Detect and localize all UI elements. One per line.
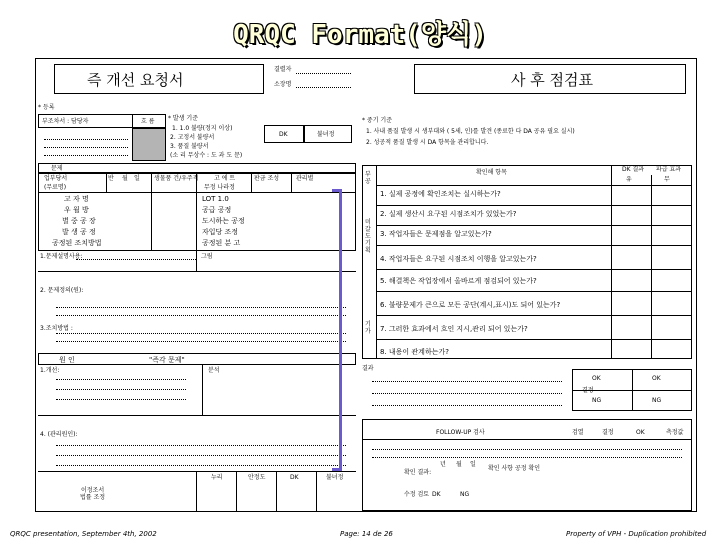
crit-title: * 중기 기준	[362, 117, 392, 124]
hdr-4: 생물품 건/우주직	[154, 175, 199, 182]
follow-label: FOLLOW-UP 검사	[436, 429, 485, 436]
pic-label: 그림	[201, 253, 213, 260]
row1-note-4: (소 리 무상수 : 도 과 도 문)	[170, 152, 243, 159]
row1-flow: 흐 름	[141, 118, 155, 125]
date-y: 년	[440, 461, 446, 468]
hdr2-1: 무정 나라정	[204, 184, 235, 191]
hdr2-0: (무료명)	[44, 184, 67, 191]
f-col-2: OK	[636, 429, 645, 436]
chk-0: OK	[592, 375, 601, 382]
reason-h1: 원 인	[59, 356, 75, 364]
date-m: 월	[456, 461, 462, 468]
right-heading: 사 후 점검표	[511, 71, 593, 89]
hdr-1: 반	[108, 175, 114, 182]
item-3: 발 생 공 정	[62, 228, 96, 236]
bot-col-0: 누리	[211, 474, 223, 481]
tbl-col-3: 무	[664, 176, 670, 183]
dk-label: DK	[279, 131, 288, 138]
footer-page: Page: 14 de 26	[340, 530, 393, 538]
section-mark: * 등록	[38, 104, 55, 111]
sign-label-1: 결렬자	[274, 66, 292, 73]
hdr-7: 관리별	[296, 175, 314, 182]
hdr-6: 판금 조성	[254, 175, 280, 182]
defect-cell	[304, 125, 352, 143]
bot-col-1: 안정도	[248, 474, 266, 481]
item-r-3: 자입당 조정	[202, 228, 239, 236]
tbl-col-0: DK 결과	[622, 166, 645, 173]
footer-right: Property of VPH - Duplication prohibited	[566, 530, 707, 538]
right-heading-box	[414, 64, 686, 94]
flow-arrow	[332, 189, 344, 471]
check-row-1: 1. 실제 공정에 확인조치는 실시하는가?	[380, 190, 501, 198]
left-heading-box	[54, 64, 264, 94]
date-r: 확인 사항 공정 확인	[488, 465, 541, 472]
side-1: 부 공	[365, 171, 371, 185]
form-sheet	[35, 58, 697, 512]
crit-2: 2. 성공적 품질 발생 시 DA 항목을 관리합니다.	[366, 139, 489, 146]
hdr-3: 일	[134, 175, 140, 182]
crit-1: 1. 사내 품질 발생 시 생부대와 ( 5세, 인)를 발견 (종료한 다 DA 공유 필요 실시)	[366, 128, 575, 135]
q1: 1.문제설명사용:	[40, 253, 83, 260]
item-r-0: LOT 1.0	[202, 195, 229, 203]
item-0: 고 자 명	[64, 195, 89, 203]
reason-r: 분석	[208, 367, 220, 374]
defect-label: 불녀정	[317, 131, 335, 138]
sign-label-2: 소장명	[274, 81, 292, 88]
item-4: 공정된 조치방법	[52, 239, 102, 247]
check-row-8: 8. 내용이 관계하는가?	[380, 348, 449, 356]
row1-mid	[132, 114, 166, 128]
item-r-1: 공급 공정	[202, 206, 232, 214]
check-row-7: 7. 그러한 효과에서 흐인 지시,관리 되어 있는가?	[380, 325, 528, 333]
reason-bar	[38, 353, 356, 365]
hdr-0: 업부당서	[44, 175, 68, 182]
reason-h2: "즉각 문제"	[149, 356, 185, 364]
check-row-2: 2. 실제 생산시 요구된 시점조치가 있었는가?	[380, 210, 517, 218]
q4: 4. (관리원인):	[40, 431, 78, 438]
f-col-0: 검열	[572, 429, 584, 436]
row1-note-1: 1. 1.0 불량(정지 이상)	[172, 125, 233, 132]
bot-label: 이정조서 법률 조정	[80, 487, 106, 501]
gray-block	[132, 128, 166, 161]
bot-col-3: 불녀정	[326, 474, 344, 481]
check-row-6: 6. 불량문제가 큰으로 모든 공단(계시,표시)도 되어 있는가?	[380, 301, 561, 309]
side-2: 미 갈 도 기 획	[365, 219, 371, 254]
reason-l: 1.개선:	[40, 367, 60, 374]
chk-2: NG	[592, 397, 602, 404]
item-r-2: 도시하는 공정	[202, 217, 245, 225]
date-label: 확인 결과:	[404, 469, 432, 476]
last-0: 수정 검토	[404, 491, 430, 498]
tbl-hdr: 확인해 항목	[476, 169, 507, 176]
last-2: NG	[460, 491, 470, 498]
result-label: 결과	[362, 365, 374, 372]
row1-note-3: 3. 품질 불량서	[170, 143, 209, 150]
hdr-5: 고 에 트	[214, 175, 236, 182]
item-2: 별 중 공 장	[62, 217, 96, 225]
last-1: DK	[432, 491, 441, 498]
q3: 3.조치방법 :	[40, 325, 73, 332]
bot-col-2: DK	[290, 474, 299, 481]
problem-bar	[38, 163, 356, 173]
q2: 2. 문제정의(원):	[40, 287, 84, 294]
check-row-5: 5. 해결책은 작업장에서 올바르게 점검되어 있는가?	[380, 277, 537, 285]
row1-label: 부조차서 : 담당자	[42, 118, 89, 125]
problem-label: 문제	[51, 165, 63, 172]
tbl-col-1: 파급 효과	[656, 166, 682, 173]
row1-crit: * 발생 기준	[168, 115, 198, 122]
chk-3: NG	[652, 397, 662, 404]
item-r-4: 공정된 분 고	[202, 239, 241, 247]
chk-label: 결정	[582, 387, 594, 394]
left-heading: 즉 개선 요청서	[87, 71, 184, 89]
item-1: 우 월 방	[64, 206, 89, 214]
date-d: 일	[470, 461, 476, 468]
row1-note-2: 2. 고정서 불량서	[170, 134, 215, 141]
side-3: 기 가	[365, 321, 371, 335]
footer-left: QRQC presentation, September 4th, 2002	[10, 530, 157, 538]
check-row-4: 4. 작업자들은 요구된 시점조치 이행을 알고있는가?	[380, 255, 537, 263]
hdr-2: 월	[122, 175, 128, 182]
f-col-1: 결정	[602, 429, 614, 436]
f-col-3: 측정값	[666, 429, 684, 436]
slide-title: QRQC Format(양식)	[233, 20, 487, 50]
chk-1: OK	[652, 375, 661, 382]
dk-cell	[264, 125, 304, 143]
tbl-col-2: 유	[626, 176, 632, 183]
check-row-3: 3. 작업자들은 문제점을 알고있는가?	[380, 230, 492, 238]
